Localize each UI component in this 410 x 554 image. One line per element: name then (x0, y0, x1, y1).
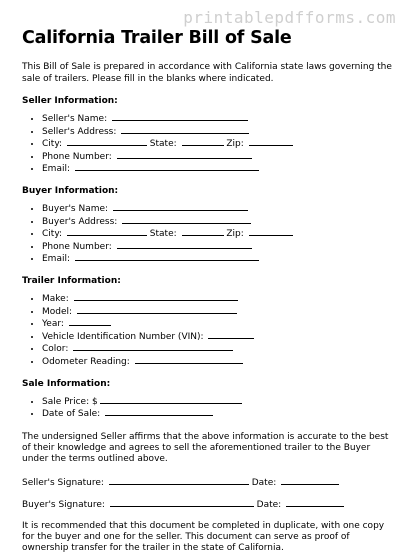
seller-state-blank[interactable] (182, 137, 224, 146)
sale-price-field (42, 395, 394, 408)
seller-signature-blank[interactable] (109, 476, 249, 485)
seller-address-label: Seller's Address: (42, 126, 117, 137)
buyer-zip-blank[interactable] (249, 227, 293, 236)
trailer-make-field (42, 292, 394, 305)
buyer-name-label: Buyer's Name: (42, 203, 109, 214)
seller-email-field (42, 162, 394, 175)
trailer-model-blank[interactable] (77, 305, 237, 314)
buyer-zip-label: Zip: (226, 229, 244, 240)
seller-signature-label: Seller's Signature: (22, 477, 104, 488)
intro-paragraph: This Bill of Sale is prepared in accordance with California state laws governing the sale of trailers. Please fill in the blanks where indicated. (22, 62, 392, 84)
seller-name-field (42, 112, 394, 125)
seller-email-blank[interactable] (75, 162, 259, 171)
buyer-phone-blank[interactable] (117, 240, 252, 249)
trailer-fields (22, 292, 394, 368)
trailer-model-field (42, 305, 394, 318)
buyer-city-blank[interactable] (67, 227, 147, 236)
trailer-vin-field (42, 330, 394, 343)
buyer-city-field (42, 227, 394, 240)
buyer-state-blank[interactable] (182, 227, 224, 236)
trailer-color-blank[interactable] (73, 342, 233, 351)
buyer-address-label: Buyer's Address: (42, 216, 118, 227)
seller-email-label: Email: (42, 164, 71, 175)
trailer-odometer-label: Odometer Reading: (42, 356, 130, 367)
trailer-year-field (42, 317, 394, 330)
trailer-make-label: Make: (42, 293, 69, 304)
buyer-signature-label: Buyer's Signature: (22, 499, 105, 510)
buyer-signature-date-blank[interactable] (286, 498, 344, 507)
seller-zip-label: Zip: (226, 139, 244, 150)
seller-state-label: State: (149, 139, 177, 150)
affirmation-paragraph: The undersigned Seller affirms that the above information is accurate to the best of their knowledge and agrees to sell the aforementioned trailer to the Buyer under the terms outlined above. (22, 431, 389, 465)
buyer-city-label: City: (42, 229, 63, 240)
seller-phone-blank[interactable] (117, 150, 252, 159)
buyer-email-blank[interactable] (75, 252, 259, 261)
buyer-email-field (42, 252, 394, 265)
buyer-heading: Buyer Information: (22, 185, 119, 196)
trailer-color-field (42, 342, 394, 355)
sale-price-label: Sale Price: $ (42, 396, 98, 407)
seller-signature-date-blank[interactable] (281, 476, 339, 485)
trailer-model-label: Model: (42, 306, 73, 317)
sale-fields (22, 395, 394, 420)
seller-city-blank[interactable] (67, 137, 147, 146)
seller-phone-label: Phone Number: (42, 151, 112, 162)
trailer-year-blank[interactable] (69, 317, 111, 326)
sale-price-blank[interactable] (100, 395, 242, 404)
buyer-name-field (42, 202, 394, 215)
trailer-color-label: Color: (42, 344, 69, 355)
buyer-signature-blank[interactable] (110, 498, 254, 507)
buyer-name-blank[interactable] (113, 202, 248, 211)
trailer-odometer-field (42, 355, 394, 368)
buyer-phone-label: Phone Number: (42, 241, 112, 252)
seller-name-blank[interactable] (112, 112, 248, 121)
document-page (22, 28, 394, 554)
seller-city-field (42, 137, 394, 150)
buyer-signature-line (22, 498, 394, 510)
buyer-email-label: Email: (42, 254, 71, 265)
buyer-phone-field (42, 240, 394, 253)
trailer-vin-blank[interactable] (208, 330, 254, 339)
buyer-address-field (42, 215, 394, 228)
trailer-odometer-blank[interactable] (135, 355, 243, 364)
closing-paragraph: It is recommended that this document be completed in duplicate, with one copy for the buyer and one for the seller. This document can serve as proof of ownership transfer for the trailer in the state of California. (22, 520, 385, 554)
buyer-address-blank[interactable] (122, 215, 251, 224)
seller-signature-line (22, 476, 394, 488)
sale-heading: Sale Information: (22, 378, 111, 389)
buyer-fields (22, 202, 394, 265)
sale-date-blank[interactable] (105, 407, 213, 416)
sale-date-field (42, 407, 394, 420)
document-title: California Trailer Bill of Sale (22, 28, 292, 48)
seller-address-field (42, 125, 394, 138)
buyer-signature-date-label: Date: (256, 499, 282, 510)
trailer-year-label: Year: (42, 319, 64, 330)
seller-city-label: City: (42, 139, 63, 150)
seller-name-label: Seller's Name: (42, 114, 108, 124)
seller-phone-field (42, 150, 394, 163)
seller-zip-blank[interactable] (249, 137, 293, 146)
buyer-state-label: State: (149, 229, 177, 240)
trailer-heading: Trailer Information: (22, 275, 121, 286)
watermark: printablepdfforms.com (183, 8, 396, 27)
seller-heading: Seller Information: (22, 96, 118, 106)
trailer-make-blank[interactable] (74, 292, 238, 301)
seller-signature-date-label: Date: (251, 477, 277, 488)
seller-address-blank[interactable] (121, 125, 249, 134)
sale-date-label: Date of Sale: (42, 409, 101, 420)
trailer-vin-label: Vehicle Identification Number (VIN): (42, 331, 204, 342)
seller-fields (22, 112, 394, 175)
